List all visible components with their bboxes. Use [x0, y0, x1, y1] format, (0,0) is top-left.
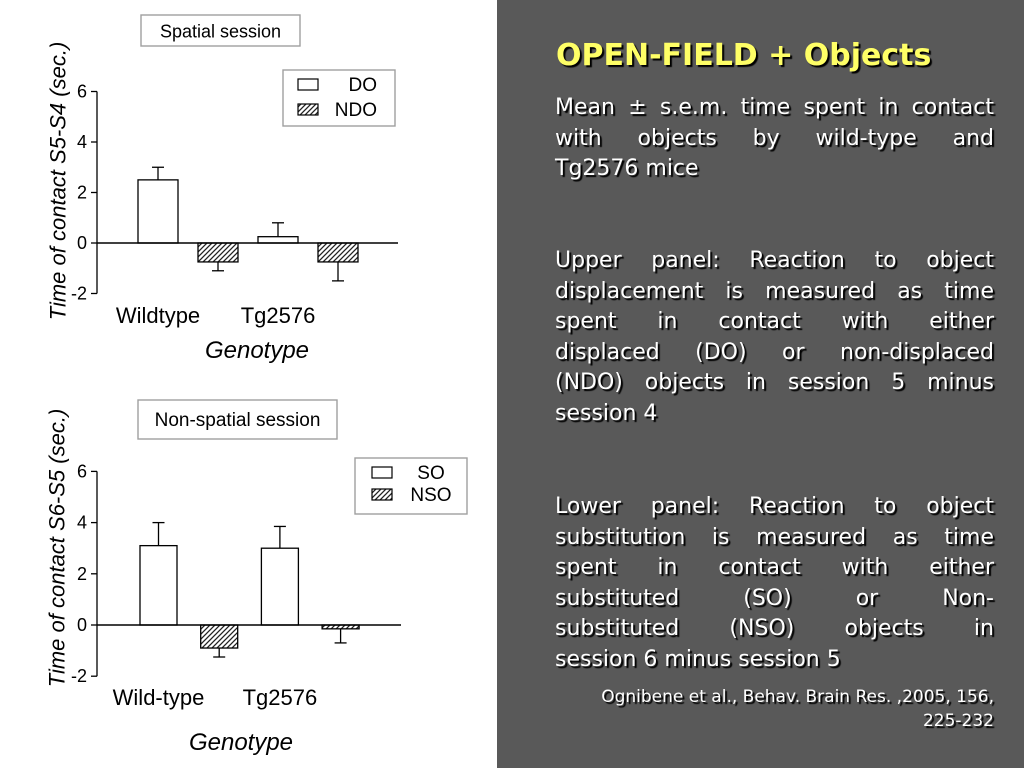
- citation: [555, 685, 994, 733]
- bar-nso-wild-type: [201, 625, 238, 648]
- upper-panel-paragraph: [555, 246, 994, 430]
- y-tick-label: 6: [76, 461, 87, 482]
- legend-swatch-so: [372, 467, 392, 478]
- error-bar: [274, 526, 286, 548]
- legend-label-so: SO: [417, 463, 445, 484]
- upper-panel-line: spent in contact with either: [555, 309, 994, 335]
- slide-title: OPEN-FIELD + Objects: [556, 38, 932, 73]
- bar-so-tg2576: [261, 548, 298, 625]
- upper-panel-line: displacement is measured as time: [555, 278, 994, 304]
- x-tick-label: Tg2576: [242, 685, 318, 710]
- y-tick-label: 0: [76, 233, 87, 253]
- lower-panel-line: session 6 minus session 5: [555, 646, 841, 672]
- y-axis-label: Time of contact S6-S5 (sec.): [44, 408, 70, 688]
- y-tick-label: 2: [76, 563, 87, 584]
- error-bar: [153, 523, 165, 546]
- y-axis-label: Time of contact S5-S4 (sec.): [45, 41, 71, 321]
- legend-label-do: DO: [348, 75, 377, 96]
- legend-swatch-do: [298, 79, 318, 90]
- chart-panel: [0, 0, 497, 768]
- summary-line: Mean ± s.e.m. time spent in contact: [555, 95, 994, 120]
- text-panel: [497, 0, 1024, 768]
- error-bar: [272, 223, 284, 237]
- bar-do-tg2576: [258, 237, 298, 243]
- legend-label-nso: NSO: [410, 485, 452, 506]
- y-tick-label: -2: [70, 283, 87, 304]
- y-tick-label: 2: [76, 182, 87, 203]
- legend-swatch-ndo: [298, 104, 318, 115]
- legend: [283, 70, 395, 126]
- y-tick-label: -2: [70, 666, 87, 687]
- x-axis-label: Genotype: [188, 729, 294, 756]
- error-bar: [213, 648, 225, 657]
- legend-label-ndo: NDO: [334, 100, 377, 121]
- x-axis-label: Genotype: [204, 337, 310, 364]
- summary-line: Tg2576 mice: [555, 156, 699, 182]
- legend: [355, 458, 467, 514]
- chart-non-spatial-session: [45, 400, 468, 756]
- upper-panel-line: displaced (DO) or non-displaced: [555, 339, 994, 365]
- error-bar: [335, 629, 347, 643]
- lower-panel-line: Lower panel: Reaction to object: [555, 494, 994, 519]
- lower-panel-line: substituted (SO) or Non-: [555, 585, 994, 611]
- summary-line: with objects by wild-type and: [555, 125, 994, 151]
- chart-spatial-session: [46, 15, 399, 364]
- upper-panel-line: session 4: [555, 400, 658, 426]
- summary-paragraph: [555, 93, 994, 185]
- lower-panel-line: spent in contact with either: [555, 555, 994, 581]
- lower-panel-line: substituted (NSO) objects in: [555, 616, 994, 642]
- citation-line: 225-232: [922, 711, 994, 731]
- y-tick-label: 6: [76, 81, 87, 102]
- x-tick-label: Wild-type: [112, 685, 205, 710]
- citation-line: Ognibene et al., Behav. Brain Res. ,2005, 156,: [601, 687, 994, 707]
- upper-panel-line: Upper panel: Reaction to object: [555, 248, 994, 273]
- chart-title: Non-spatial session: [154, 410, 321, 431]
- error-bar: [332, 262, 344, 281]
- upper-panel-line: (NDO) objects in session 5 minus: [555, 370, 994, 396]
- charts-canvas: [0, 0, 497, 768]
- bar-so-wild-type: [140, 546, 177, 625]
- y-tick-label: 4: [76, 512, 87, 533]
- x-tick-label: Wildtype: [115, 303, 201, 328]
- error-bar: [152, 167, 164, 180]
- bar-ndo-tg2576: [318, 243, 358, 262]
- chart-title: Spatial session: [159, 21, 282, 42]
- y-tick-label: 4: [76, 132, 87, 152]
- bar-ndo-wildtype: [198, 243, 238, 262]
- y-tick-label: 0: [76, 615, 87, 635]
- lower-panel-line: substitution is measured as time: [555, 524, 994, 550]
- lower-panel-paragraph: [555, 492, 994, 676]
- x-tick-label: Tg2576: [240, 303, 316, 328]
- legend-swatch-nso: [372, 489, 392, 500]
- bar-do-wildtype: [138, 180, 178, 243]
- error-bar: [212, 262, 224, 271]
